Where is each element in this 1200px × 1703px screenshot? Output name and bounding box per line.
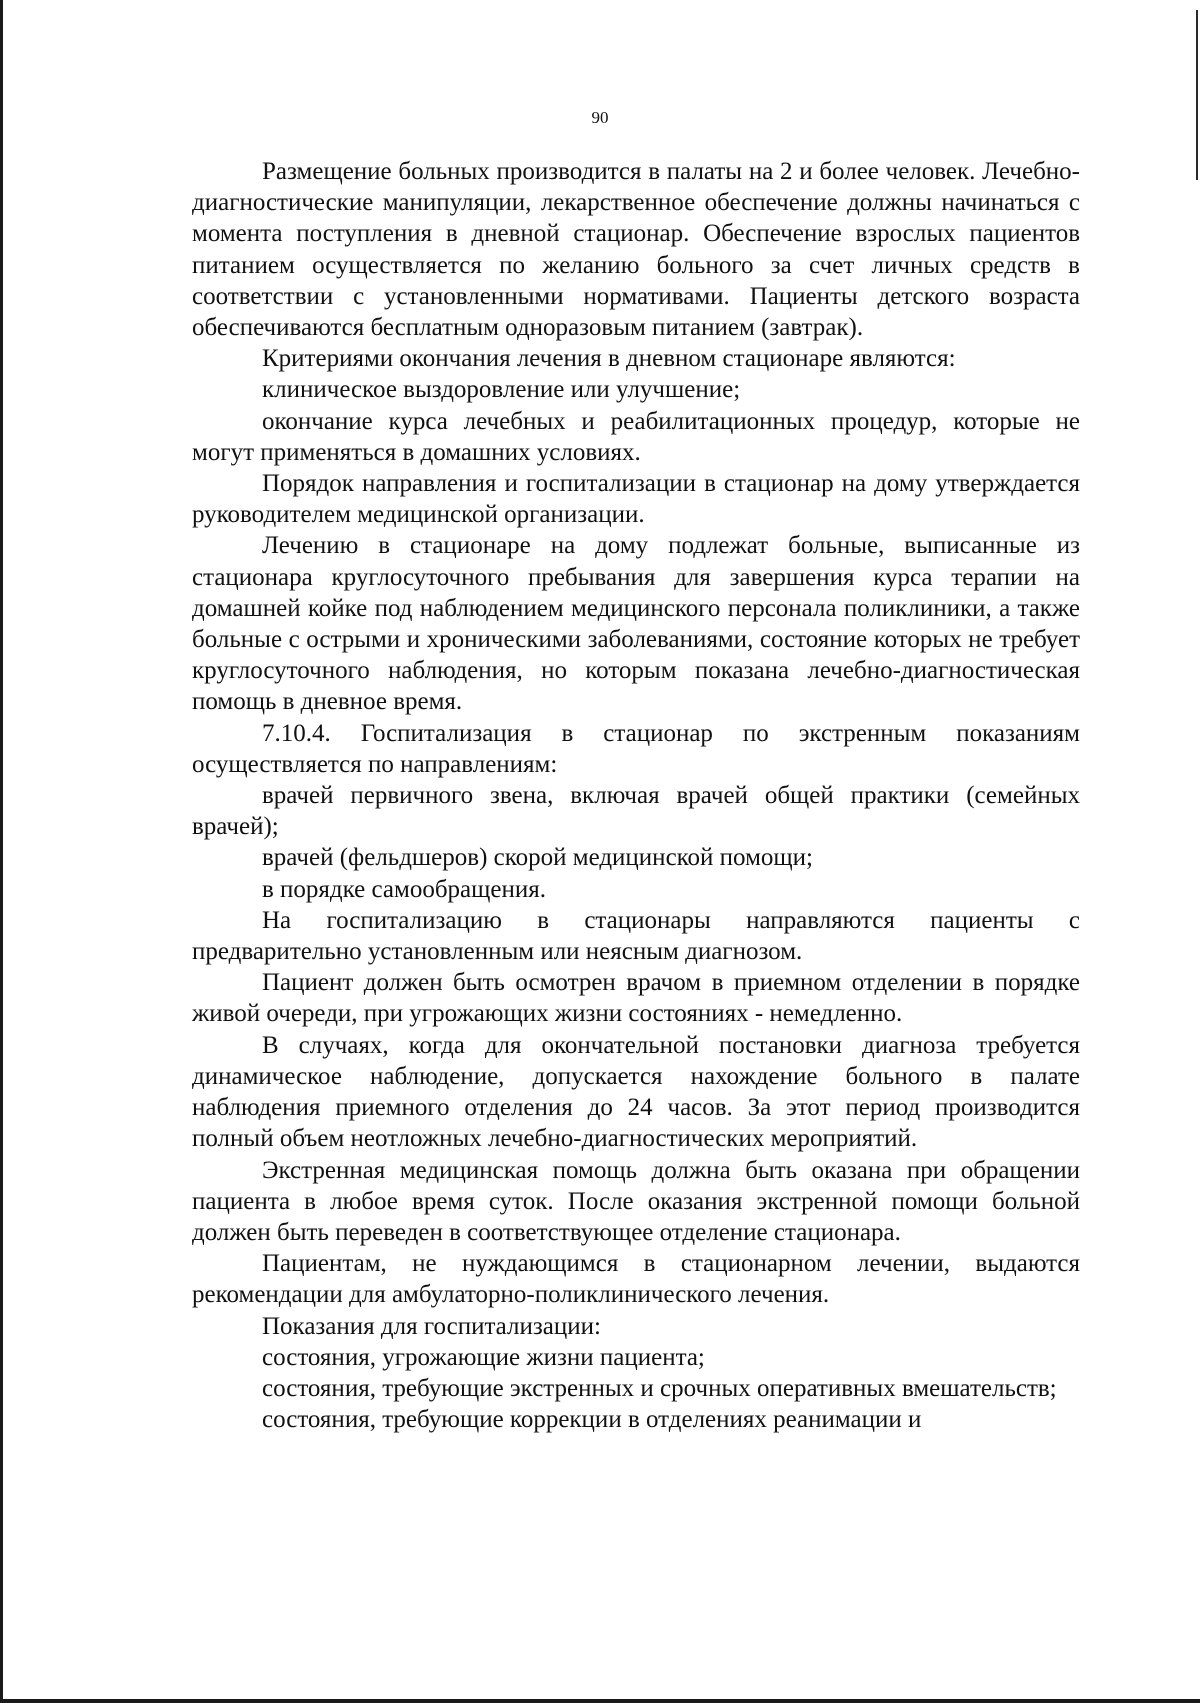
scan-border-left (0, 0, 3, 1703)
paragraph: Пациентам, не нуждающимся в стационарном лечении, выдаются рекомендации для амбулаторно-поликлинического лечения. (192, 1250, 1080, 1309)
scan-border-bottom (0, 1699, 1200, 1703)
paragraph: в порядке самообращения. (262, 875, 547, 903)
paragraph: Лечению в стационаре на дому подлежат больные, выписанные из стационара круглосуточного пребывания для завершения курса терапии на домашней койке под наблюдением медицинского персонала поликлиники, а также больные с острыми и хроническими заболеваниями, состояние которых не требует круглосуточного наблюдения, но которым показана лечебно-диагностическая помощь в дневное время. (192, 532, 1080, 716)
paragraph: 7.10.4. Госпитализация в стационар по экстренным показаниям осуществляется по направлениям: (192, 719, 1080, 778)
page-number: 90 (591, 108, 609, 127)
paragraph: Экстренная медицинская помощь должна быть оказана при обращении пациента в любое время суток. После оказания экстренной помощи больной должен быть переведен в соответствующее отделение стационара. (192, 1156, 1080, 1246)
scan-border-right (1196, 10, 1198, 180)
paragraph: Критериями окончания лечения в дневном стационаре являются: (262, 345, 956, 373)
paragraph: врачей первичного звена, включая врачей общей практики (семейных врачей); (192, 782, 1080, 841)
paragraph: На госпитализацию в стационары направляются пациенты с предварительно установленным или неясным диагнозом. (192, 906, 1080, 966)
paragraph: врачей (фельдшеров) скорой медицинской помощи; (262, 844, 813, 872)
paragraph: состояния, требующие коррекции в отделениях реанимации и (262, 1406, 922, 1434)
paragraph: состояния, требующие экстренных и срочных оперативных вмешательств; (262, 1374, 1057, 1402)
paragraph: Показания для госпитализации: (262, 1312, 601, 1340)
paragraph: В случаях, когда для окончательной постановки диагноза требуется динамическое наблюдение, допускается нахождение больного в палате наблюдения приемного отделения до 24 часов. За этот период производится полный объем неотложных лечебно-диагностических мероприятий. (192, 1031, 1080, 1153)
paragraph: состояния, угрожающие жизни пациента; (262, 1343, 705, 1371)
paragraph: Размещение больных производится в палаты на 2 и более человек. Лечебно-диагностические манипуляции, лекарственное обеспечение должны начинаться с момента поступления в дневной стационар. Обеспечение взрослых пациентов питанием осуществляется по желанию больного за счет личных средств в соответствии с установленными нормативами. Пациенты детского возраста обеспечиваются бесплатным одноразовым питанием (завтрак). (192, 158, 1080, 342)
document-body (192, 156, 1080, 1435)
paragraph: Пациент должен быть осмотрен врачом в приемном отделении в порядке живой очереди, при угрожающих жизни состояниях - немедленно. (192, 969, 1080, 1028)
paragraph: Порядок направления и госпитализации в стационар на дому утверждается руководителем медицинской организации. (192, 470, 1080, 529)
paragraph: окончание курса лечебных и реабилитационных процедур, которые не могут применяться в домашних условиях. (192, 407, 1080, 466)
paragraph: клиническое выздоровление или улучшение; (262, 376, 741, 404)
